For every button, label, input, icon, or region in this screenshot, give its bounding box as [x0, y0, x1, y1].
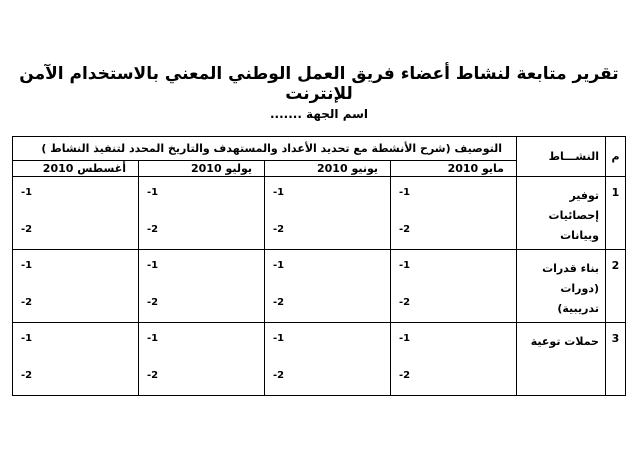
row-number: 2: [606, 250, 626, 323]
month-cell: [391, 177, 517, 250]
row-number: 3: [606, 323, 626, 396]
month-cell: [139, 250, 265, 323]
entry-1: 1-: [273, 187, 285, 198]
month-header: يونيو 2010: [265, 161, 391, 177]
row-activity: [517, 177, 606, 250]
report-title: تقرير متابعة لنشاط أعضاء فريق العمل الوطني المعني بالاستخدام الآمن للإنترنت: [19, 64, 619, 104]
activity-sublabel: (دورات تدريبية): [557, 282, 599, 315]
table-row: [13, 177, 626, 250]
entry-1: 1-: [147, 187, 159, 198]
entity-name-label: اسم الجهة .......: [269, 107, 369, 121]
month-header: مايو 2010: [391, 161, 517, 177]
month-cell: [139, 323, 265, 396]
row-activity: [517, 323, 606, 396]
activity-label: حملات توعية: [530, 335, 599, 348]
month-cell: [139, 177, 265, 250]
month-cell: [265, 177, 391, 250]
entry-2: 2-: [399, 224, 411, 235]
activity-label: توفير إحصائيات وبيانات: [548, 189, 599, 242]
entry-1: 1-: [147, 333, 159, 344]
entry-1: 1-: [399, 260, 411, 271]
header-number: م: [606, 137, 626, 177]
month-header: يوليو 2010: [139, 161, 265, 177]
month-cell: [391, 323, 517, 396]
entry-2: 2-: [399, 370, 411, 381]
entry-1: 1-: [273, 260, 285, 271]
entry-1: 1-: [147, 260, 159, 271]
month-header: أغسطس 2010: [13, 161, 139, 177]
entry-1: 1-: [21, 260, 33, 271]
entry-2: 2-: [147, 297, 159, 308]
entry-2: 2-: [273, 297, 285, 308]
entry-1: 1-: [399, 187, 411, 198]
activity-label: بناء قدرات: [542, 262, 599, 275]
entry-2: 2-: [399, 297, 411, 308]
entry-2: 2-: [21, 297, 33, 308]
table-row: [13, 323, 626, 396]
entry-2: 2-: [21, 370, 33, 381]
header-activity: النشـــاط: [517, 137, 606, 177]
activity-tracking-table: [12, 136, 626, 396]
row-number: 1: [606, 177, 626, 250]
month-cell: [265, 323, 391, 396]
month-cell: [13, 323, 139, 396]
month-cell: [13, 177, 139, 250]
entry-2: 2-: [147, 224, 159, 235]
entry-2: 2-: [147, 370, 159, 381]
header-description: التوصيف (شرح الأنشطة مع تحديد الأعداد والمستهدف والتاريخ المحدد لتنفيذ النشاط ): [13, 137, 517, 161]
entry-1: 1-: [21, 187, 33, 198]
month-cell: [265, 250, 391, 323]
month-cell: [13, 250, 139, 323]
entry-1: 1-: [273, 333, 285, 344]
entry-1: 1-: [21, 333, 33, 344]
entry-2: 2-: [273, 370, 285, 381]
entry-2: 2-: [21, 224, 33, 235]
table-row: [13, 250, 626, 323]
entry-2: 2-: [273, 224, 285, 235]
entry-1: 1-: [399, 333, 411, 344]
row-activity: [517, 250, 606, 323]
month-cell: [391, 250, 517, 323]
table-header-row: [13, 137, 626, 161]
